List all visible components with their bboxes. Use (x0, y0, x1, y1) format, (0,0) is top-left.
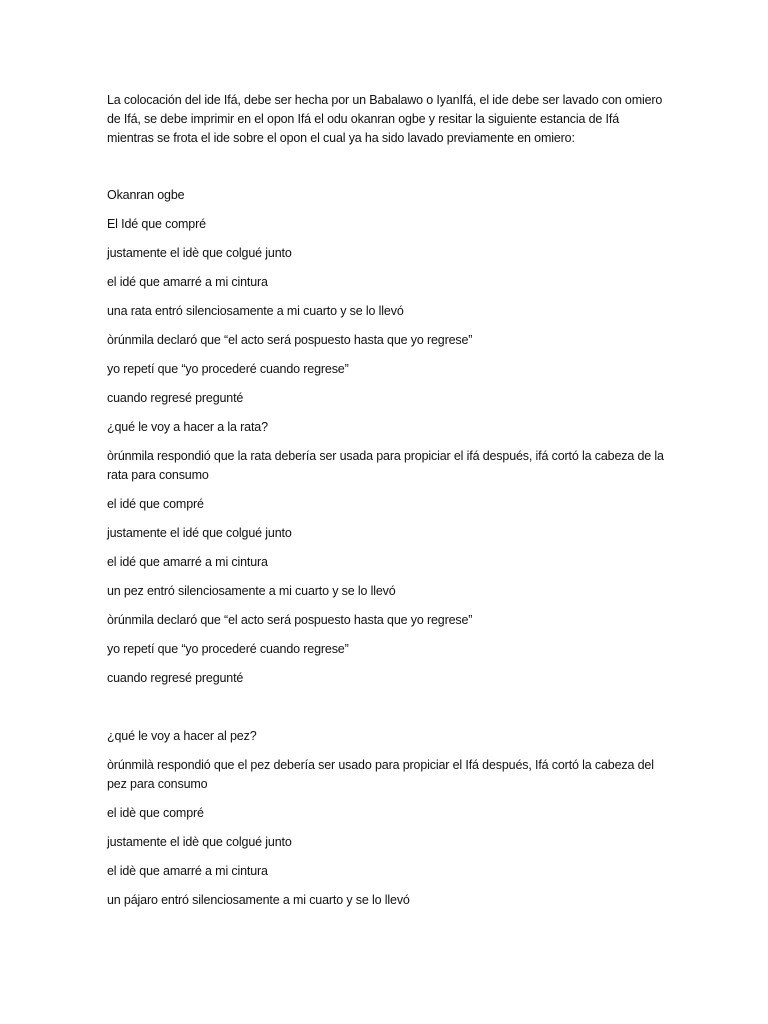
verse-line: yo repetí que “yo procederé cuando regrese” (107, 362, 349, 376)
verse-line: el idé que amarré a mi cintura (107, 275, 268, 289)
verse-line: el idè que compré (107, 806, 204, 820)
verse-answer: òrúnmila respondió que la rata debería ser usada para propiciar el ifá después, ifá cortó la cabeza de la rata para consumo (107, 449, 664, 482)
verse-line: òrúnmila declaró que “el acto será pospuesto hasta que yo regrese” (107, 613, 473, 627)
verse-question: ¿qué le voy a hacer al pez? (107, 729, 257, 743)
verse-line: cuando regresé pregunté (107, 671, 244, 685)
intro-paragraph: La colocación del ide Ifá, debe ser hecha por un Babalawo o IyanIfá, el ide debe ser lavado con omiero de Ifá, se debe imprimir en el opon Ifá el odu okanran ogbe y resitar la siguiente estancia de Ifá mientras se frota el ide sobre el opon el cual ya ha sido lavado previamente en omiero: (107, 93, 663, 145)
verse-title: Okanran ogbe (107, 188, 185, 202)
verse-line: òrúnmila declaró que “el acto será pospuesto hasta que yo regrese” (107, 333, 473, 347)
verse-line: justamente el idè que colgué junto (107, 835, 292, 849)
verse-line: una rata entró silenciosamente a mi cuarto y se lo llevó (107, 304, 404, 318)
verse-line: El Idé que compré (107, 217, 206, 231)
verse-line: un pájaro entró silenciosamente a mi cuarto y se lo llevó (107, 893, 410, 907)
verse-line: el idé que amarré a mi cintura (107, 555, 268, 569)
verse-answer: òrúnmilà respondió que el pez debería ser usado para propiciar el Ifá después, Ifá cortó la cabeza del pez para consumo (107, 758, 654, 791)
verse-line: cuando regresé pregunté (107, 391, 244, 405)
verse-line: justamente el idè que colgué junto (107, 246, 292, 260)
verse-line: el idè que amarré a mi cintura (107, 864, 268, 878)
document-page (107, 91, 667, 910)
verse-line: un pez entró silenciosamente a mi cuarto y se lo llevó (107, 584, 396, 598)
verse-question: ¿qué le voy a hacer a la rata? (107, 420, 268, 434)
verse-line: yo repetí que “yo procederé cuando regrese” (107, 642, 349, 656)
verse-line: justamente el idé que colgué junto (107, 526, 292, 540)
verse-line: el idé que compré (107, 497, 204, 511)
